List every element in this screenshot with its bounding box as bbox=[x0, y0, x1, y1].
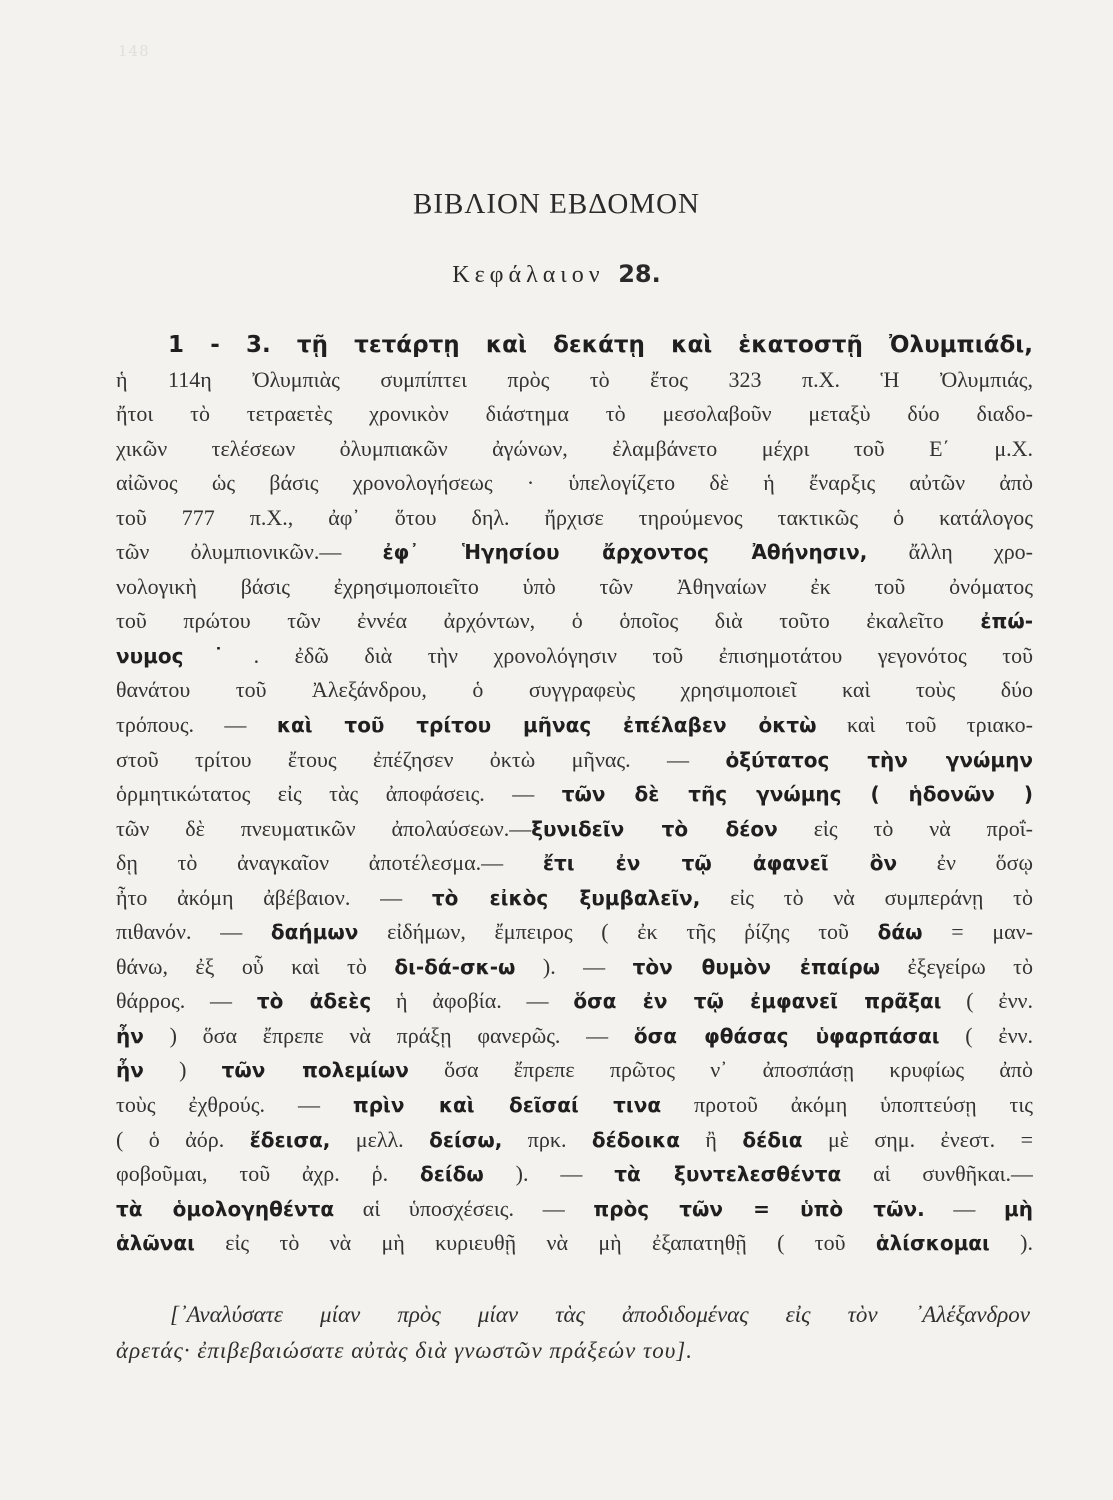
bold-lemma: δέδοικα bbox=[591, 1127, 680, 1152]
plain-text: ἦτο ἀκόμη ἀβέβαιον. — bbox=[116, 884, 432, 910]
bold-lemma: τῶν πολεμίων bbox=[221, 1058, 409, 1083]
plain-text: = μαν- bbox=[922, 919, 1033, 945]
text-line bbox=[116, 397, 1033, 432]
plain-text: ( ὁ ἀόρ. bbox=[116, 1126, 250, 1152]
bold-lemma: ἔδεισα, bbox=[249, 1127, 331, 1152]
text-line bbox=[116, 328, 1033, 363]
text-line bbox=[116, 363, 1033, 398]
plain-text: νολογικὴ βάσις ἐχρησιμοποιεῖτο ὑπὸ τῶν Ἀθηναίων ἐκ τοῦ ὀνόματος bbox=[116, 573, 1033, 599]
bold-lemma: δαήμων bbox=[270, 920, 359, 945]
plain-text: ). bbox=[989, 1230, 1033, 1256]
text-line bbox=[116, 1192, 1033, 1227]
plain-text: ὁρμητικώτατος εἰς τὰς ἀποφάσεις. — bbox=[116, 781, 562, 807]
plain-text: πιθανόν. — bbox=[116, 919, 271, 945]
bold-lemma: ξυνιδεῖν τὸ δέον bbox=[531, 816, 778, 841]
plain-text: καὶ τοῦ τριακο- bbox=[816, 712, 1033, 738]
plain-text: τοῦ 777 π.Χ., ἀφ᾽ ὅτου δηλ. ἤρχισε τηρούμενος τακτικῶς ὁ κατάλογος bbox=[116, 504, 1033, 530]
plain-text: ἄλλη χρο- bbox=[867, 539, 1033, 565]
bold-lemma: 1 - 3. τῇ τετάρτῃ καὶ δεκάτῃ καὶ ἑκατοστῇ Ὀλυμπιάδι, bbox=[168, 332, 1033, 358]
bold-lemma: δι-δά-σκ-ω bbox=[394, 954, 516, 979]
plain-text: αἰῶνος ὡς βάσις χρονολογήσεως · ὑπελογίζετο δὲ ἡ ἔναρξις αὐτῶν ἀπὸ bbox=[116, 470, 1033, 496]
plain-text: . ἐδῶ διὰ τὴν χρονολόγησιν τοῦ ἐπισημοτάτου γεγονότος τοῦ bbox=[253, 642, 1033, 668]
plain-text: μὲ σημ. ἐνεστ. = bbox=[802, 1126, 1033, 1152]
chapter-number: 28. bbox=[618, 260, 661, 288]
bold-lemma: ὅσα ἐν τῷ ἐμφανεῖ πρᾶξαι bbox=[573, 989, 942, 1014]
plain-text: ( ἐνν. bbox=[941, 988, 1033, 1014]
plain-text: ἢ bbox=[680, 1126, 743, 1152]
plain-text: ἡ ἀφοβία. — bbox=[371, 988, 574, 1014]
text-line bbox=[116, 1226, 1033, 1261]
plain-text: τοὺς ἐχθρούς. — bbox=[116, 1092, 353, 1118]
bold-lemma: καὶ τοῦ τρίτου μῆνας ἐπέλαβεν ὀκτὼ bbox=[276, 713, 817, 738]
bold-lemma: ἦν bbox=[116, 1023, 144, 1048]
bold-lemma: τὰ ὁμολογηθέντα bbox=[116, 1196, 335, 1221]
bold-lemma: ἦν bbox=[116, 1058, 144, 1083]
text-line bbox=[116, 501, 1033, 536]
plain-text: αἱ ὑποσχέσεις. — bbox=[334, 1195, 594, 1221]
text-line bbox=[116, 1019, 1033, 1054]
plain-text: εἰς τὸ νὰ προΐ- bbox=[777, 815, 1033, 841]
plain-text: ἐξεγείρω τὸ bbox=[880, 953, 1033, 979]
chapter-word: Κεφάλαιον bbox=[452, 262, 605, 288]
plain-text: χικῶν τελέσεων ὀλυμπιακῶν ἀγώνων, ἐλαμβάνετο μέχρι τοῦ Ε΄ μ.Χ. bbox=[116, 435, 1033, 461]
plain-text: θάρρος. — bbox=[116, 988, 257, 1014]
text-line bbox=[116, 915, 1033, 950]
plain-text: ὅσα ἔπρεπε πρῶτος ν᾽ ἀποσπάσῃ κρυφίως ἀπὸ bbox=[408, 1057, 1033, 1083]
plain-text: αἱ συνθῆκαι.— bbox=[841, 1161, 1033, 1187]
plain-text: τρόπους. — bbox=[116, 712, 277, 738]
bold-lemma: ὅσα φθάσας ὑφαρπάσαι bbox=[633, 1023, 940, 1048]
page-number: 148 bbox=[118, 42, 150, 60]
plain-text: μελλ. bbox=[330, 1126, 430, 1152]
bold-lemma: πρὸς τῶν = ὑπὸ τῶν. bbox=[593, 1196, 925, 1221]
exercise-note bbox=[116, 1297, 1030, 1369]
text-line bbox=[116, 535, 1033, 570]
text-line bbox=[116, 743, 1033, 778]
text-line bbox=[116, 1088, 1033, 1123]
text-line bbox=[116, 846, 1033, 881]
bold-lemma: τὰ ξυντελεσθέντα bbox=[614, 1162, 842, 1187]
plain-text: ἐν ὅσῳ bbox=[897, 850, 1033, 876]
text-line bbox=[116, 984, 1033, 1019]
plain-text: τῶν δὲ πνευματικῶν ἀπολαύσεων.— bbox=[116, 815, 532, 841]
bold-lemma: τὸ ἀδεὲς bbox=[256, 989, 372, 1014]
plain-text: στοῦ τρίτου ἔτους ἐπέζησεν ὀκτὼ μῆνας. — bbox=[116, 746, 726, 772]
plain-text: ). — bbox=[483, 1161, 615, 1187]
text-line bbox=[116, 570, 1033, 605]
plain-text: εἰς τὸ νὰ συμπεράνῃ τὸ bbox=[700, 884, 1033, 910]
text-line bbox=[116, 950, 1033, 985]
plain-text: εἰδήμων, ἔμπειρος ( ἐκ τῆς ῥίζης τοῦ bbox=[358, 919, 878, 945]
bold-lemma: τὸ εἰκὸς ξυμβαλεῖν, bbox=[431, 885, 701, 910]
bold-lemma: δείδω bbox=[419, 1162, 484, 1187]
text-line bbox=[116, 812, 1033, 847]
bold-lemma: τῶν δὲ τῆς γνώμης ( ἡδονῶν ) bbox=[561, 782, 1033, 807]
plain-text: φοβοῦμαι, τοῦ ἀχρ. ῥ. bbox=[116, 1161, 420, 1187]
bold-lemma: δείσω, bbox=[429, 1127, 503, 1152]
text-line bbox=[116, 777, 1033, 812]
plain-text: πρκ. bbox=[502, 1126, 592, 1152]
text-line bbox=[116, 1123, 1033, 1158]
text-line bbox=[116, 466, 1033, 501]
plain-text: ἤτοι τὸ τετραετὲς χρονικὸν διάστημα τὸ μεσολαβοῦν μεταξὺ δύο διαδο- bbox=[116, 401, 1033, 427]
text-line bbox=[116, 604, 1033, 639]
plain-text: τῶν ὀλυμπιονικῶν.— bbox=[116, 539, 383, 565]
bold-lemma: δάω bbox=[877, 920, 923, 945]
text-line bbox=[116, 673, 1033, 708]
book-title: ΒΙΒΛΙΟΝ ΕΒΔΟΜΟΝ bbox=[413, 188, 700, 220]
plain-text: τοῦ πρώτου τῶν ἐννέα ἀρχόντων, ὁ ὁποῖος διὰ τοῦτο ἐκαλεῖτο bbox=[116, 608, 981, 634]
text-line bbox=[116, 708, 1033, 743]
plain-text: ( ἐνν. bbox=[939, 1022, 1033, 1048]
bold-lemma: δέδια bbox=[742, 1127, 803, 1152]
commentary-body bbox=[116, 328, 1033, 1261]
text-line bbox=[116, 639, 1033, 674]
plain-text: θάνω, ἐξ οὗ καὶ τὸ bbox=[116, 953, 395, 979]
exercise-note-line: [᾽Αναλύσατε μίαν πρὸς μίαν τὰς ἀποδιδομένας εἰς τὸν ᾽Αλέξανδρον bbox=[170, 1302, 1030, 1327]
bold-lemma: ἐφ᾽ Ἡγησίου ἄρχοντος Ἀθήνησιν, bbox=[382, 540, 868, 565]
text-line bbox=[116, 432, 1033, 467]
bold-lemma: μὴ bbox=[1004, 1196, 1033, 1221]
bold-lemma: ἐπώ- bbox=[980, 609, 1033, 634]
plain-text: προτοῦ ἀκόμη ὑποπτεύσῃ τις bbox=[661, 1092, 1033, 1118]
plain-text: — bbox=[924, 1195, 1005, 1221]
bold-lemma: ὀξύτατος τὴν γνώμην bbox=[725, 747, 1033, 772]
bold-lemma: ἁλίσκομαι bbox=[875, 1231, 990, 1256]
exercise-note-line: ἀρετάς· ἐπιβεβαιώσατε αὐτὰς διὰ γνωστῶν πράξεών του]. bbox=[116, 1338, 693, 1363]
bold-lemma: ἁλῶναι bbox=[116, 1231, 195, 1256]
plain-text: ) ὅσα ἔπρεπε νὰ πράξῃ φανερῶς. — bbox=[143, 1022, 634, 1048]
bold-lemma: τὸν θυμὸν ἐπαίρω bbox=[632, 954, 881, 979]
plain-text: θανάτου τοῦ Ἀλεξάνδρου, ὁ συγγραφεὺς χρησιμοποιεῖ καὶ τοὺς δύο bbox=[116, 677, 1033, 703]
text-line bbox=[116, 1157, 1033, 1192]
bold-lemma: πρὶν καὶ δεῖσαί τινα bbox=[352, 1093, 662, 1118]
plain-text: εἰς τὸ νὰ μὴ κυριευθῇ νὰ μὴ ἐξαπατηθῇ ( τοῦ bbox=[194, 1230, 876, 1256]
plain-text: ). — bbox=[515, 953, 633, 979]
bold-lemma: νυμος˙ bbox=[116, 643, 254, 668]
plain-text: δῃ τὸ ἀναγκαῖον ἀποτέλεσμα.— bbox=[116, 850, 543, 876]
text-line bbox=[116, 1053, 1033, 1088]
plain-text: ) bbox=[143, 1057, 222, 1083]
text-line bbox=[116, 881, 1033, 916]
plain-text: ἡ 114η Ὀλυμπιὰς συμπίπτει πρὸς τὸ ἔτος 323 π.Χ. Ἡ Ὀλυμπιάς, bbox=[116, 366, 1033, 392]
chapter-title bbox=[0, 260, 1113, 289]
bold-lemma: ἔτι ἐν τῷ ἀφανεῖ ὂν bbox=[542, 851, 898, 876]
